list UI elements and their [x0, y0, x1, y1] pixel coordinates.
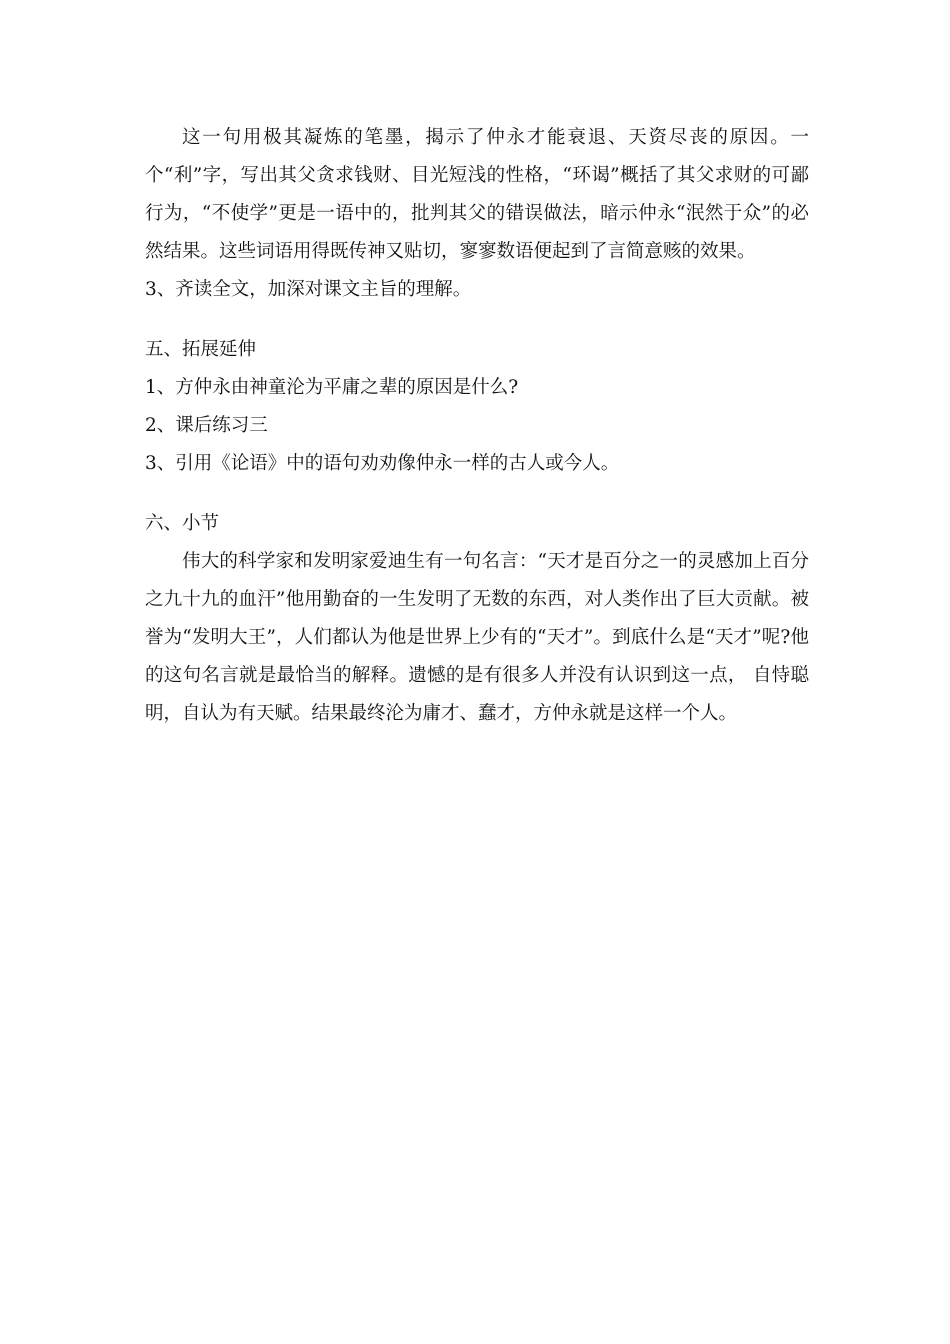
- extension-item-2: 2、课后练习三: [145, 415, 268, 436]
- section-5-heading: 五、拓展延伸: [145, 339, 257, 360]
- summary-paragraph: 伟大的科学家和发明家爱迪生有一句名言：“天才是百分之一的灵感加上百分之九十九的血汗”他用勤奋的一生发明了无数的东西，对人类作出了巨大贡献。被誉为“发明大王”，人们都认为他是世界上少有的“天才”。到底什么是“天才”呢?他的这句名言就是最恰当的解释。遗憾的是有很多人并没有认识到这一点， 自恃聪明，自认为有天赋。结果最终沦为庸才、蠢才，方仲永就是这样一个人。: [145, 551, 809, 724]
- section-6-heading: 六、小节: [145, 513, 220, 534]
- step-3-read-aloud: 3、齐读全文，加深对课文主旨的理解。: [145, 279, 472, 300]
- extension-item-3: 3、引用《论语》中的语句劝劝像仲永一样的古人或今人。: [145, 453, 620, 474]
- section-gap: [145, 309, 809, 331]
- document-page: [145, 119, 809, 733]
- analysis-paragraph: 这一句用极其凝炼的笔墨，揭示了仲永才能衰退、天资尽丧的原因。一个“利”字，写出其父贪求钱财、目光短浅的性格，“环谒”概括了其父求财的可鄙行为，“不使学”更是一语中的，批判其父的错误做法，暗示仲永“泯然于众”的必然结果。这些词语用得既传神又贴切，寥寥数语便起到了言简意赅的效果。: [145, 127, 809, 262]
- section-gap: [145, 483, 809, 505]
- extension-item-1: 1、方仲永由神童沦为平庸之辈的原因是什么?: [145, 377, 519, 398]
